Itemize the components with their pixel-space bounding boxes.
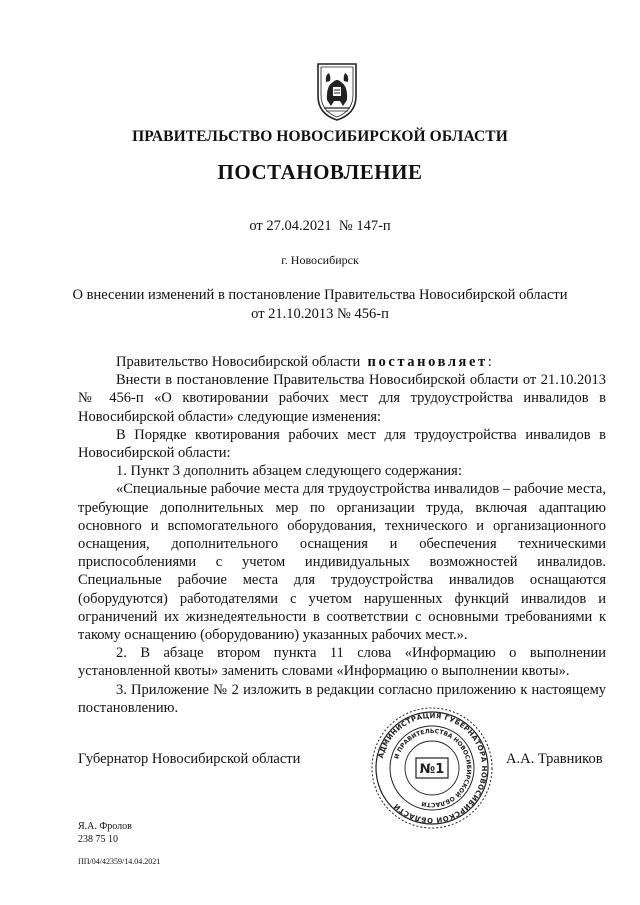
document-subject — [0, 286, 640, 324]
intro-paragraph — [78, 353, 606, 371]
body-paragraph: 2. В абзаце втором пункта 11 слова «Информацию о выполнении установленной квоты» заменить словами «Информацию о выполнении квоты». — [78, 645, 606, 680]
intro-colon: : — [487, 354, 492, 370]
registration-number: ПП/04/42359/14.04.2021 — [78, 857, 161, 866]
signatory-name: А.А. Травников — [506, 751, 603, 767]
subject-line-1: О внесении изменений в постановление Правительства Новосибирской области — [72, 287, 568, 303]
intro-text: Правительство Новосибирской области — [116, 354, 361, 370]
document-type-title: ПОСТАНОВЛЕНИЕ — [217, 160, 423, 184]
body-paragraph: 3. Приложение № 2 изложить в редакции согласно приложению к настоящему постановлению. — [78, 681, 606, 716]
executor-name: Я.А. Фролов — [78, 821, 132, 832]
seal-inner-text: И ПРАВИТЕЛЬСТВА НОВОСИБИРСКОЙ ОБЛАСТИ — [393, 727, 473, 809]
document-number: № 147-п — [338, 218, 391, 234]
seal-number: №1 — [419, 762, 445, 777]
intro-verb: постановляет — [367, 354, 488, 370]
document-body — [78, 353, 606, 717]
seal-outer-text: АДМИНИСТРАЦИЯ ГУБЕРНАТОРА НОВОСИБИРСКОЙ ОБЛАСТИ — [376, 711, 489, 825]
executor-block — [78, 820, 132, 846]
date-prefix: от — [249, 218, 263, 234]
signatory-title: Губернатор Новосибирской области — [78, 751, 301, 767]
body-paragraph: «Специальные рабочие места для трудоустройства инвалидов – рабочие места, требующие дополнительных мер по организации труда, включая адаптацию основного и вспомогательного оборудования, технического и организационного оснащения, дополнительного оснащения и обеспечения техническими приспособлениями с учетом индивидуальных возможностей инвалидов. Специальные рабочие места для трудоустройства инвалидов оснащаются (оборудуются) работодателями с учетом нарушенных функций инвалидов и ограничений их жизнедеятельности в соответствии с основными требованиями к такому оснащению (оборудованию) указанных рабочих мест.». — [78, 481, 606, 644]
subject-line-2: от 21.10.2013 № 456-п — [251, 306, 389, 322]
document-date: 27.04.2021 — [266, 218, 332, 234]
organization-name: ПРАВИТЕЛЬСТВО НОВОСИБИРСКОЙ ОБЛАСТИ — [132, 128, 508, 145]
body-paragraph: 1. Пункт 3 дополнить абзацем следующего содержания: — [116, 463, 462, 480]
body-paragraph: Внести в постановление Правительства Новосибирской области от 21.10.2013 № 456-п «О квотировании рабочих мест для трудоустройства инвалидов в Новосибирской области» следующие изменения: — [78, 372, 606, 425]
executor-phone: 238 75 10 — [78, 834, 118, 845]
official-seal-stamp — [370, 706, 494, 830]
city-line: г. Новосибирск — [281, 253, 359, 267]
body-paragraph: В Порядке квотирования рабочих мест для трудоустройства инвалидов в Новосибирской области: — [78, 426, 606, 462]
coat-of-arms-emblem — [312, 60, 362, 122]
date-number-line — [0, 218, 640, 235]
